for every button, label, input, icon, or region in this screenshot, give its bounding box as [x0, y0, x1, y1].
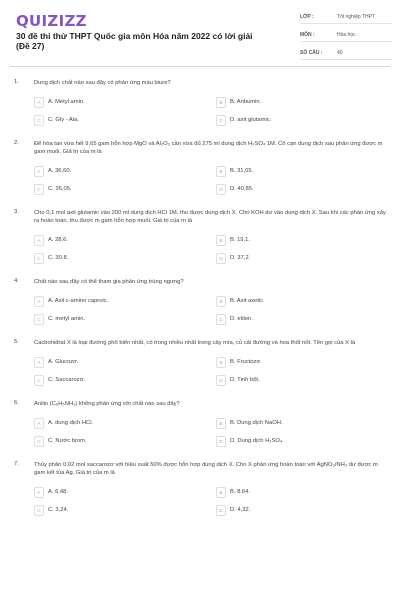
- question-text: Dung dịch chất nào sau đây có phản ứng màu biure?: [34, 80, 171, 86]
- option-text: B. Dung dịch NaOH.: [230, 420, 283, 426]
- options: [34, 356, 388, 386]
- option-letter-box: C: [34, 505, 44, 516]
- option-b[interactable]: [216, 295, 388, 307]
- question-5: [14, 339, 388, 386]
- option-c[interactable]: [34, 183, 216, 195]
- options: [34, 417, 388, 447]
- option-c[interactable]: [34, 374, 216, 386]
- option-a[interactable]: [34, 295, 216, 307]
- meta-label: MÔN :: [300, 32, 315, 38]
- option-d[interactable]: [216, 313, 388, 325]
- option-text: C. Gly - Ala.: [48, 117, 79, 123]
- option-text: C. metyl amin.: [48, 316, 86, 322]
- question-text: Để hòa tan vừa hết 9,65 gam hỗn hợp MgO và Al₂O₃ cần vừa đủ 275 ml dung dịch H₂SO₄ 1M. Cô cạn dung dịch sau phản ứng được m gam muối. Giá trị của m là: [34, 141, 383, 155]
- option-d[interactable]: [216, 504, 388, 516]
- option-text: B. Axit axetic.: [230, 298, 265, 304]
- option-letter-box: A: [34, 166, 44, 177]
- option-text: D. Dung dịch H₂SO₄.: [230, 438, 284, 444]
- question-1: [14, 79, 388, 126]
- option-letter-box: A: [34, 418, 44, 429]
- option-text: B. 19,1.: [230, 237, 250, 243]
- question-4: [14, 278, 388, 325]
- option-letter-box: B: [216, 487, 226, 498]
- option-c[interactable]: [34, 435, 216, 447]
- option-a[interactable]: [34, 417, 216, 429]
- option-text: A. 36,60.: [48, 168, 72, 174]
- options: [34, 295, 388, 325]
- option-b[interactable]: [216, 486, 388, 498]
- option-b[interactable]: [216, 234, 388, 246]
- option-letter-box: B: [216, 235, 226, 246]
- option-text: A. 28,6.: [48, 237, 68, 243]
- option-letter-box: B: [216, 357, 226, 368]
- option-d[interactable]: [216, 374, 388, 386]
- meta-row-class: [300, 13, 392, 24]
- option-letter-box: D: [216, 505, 226, 516]
- options: [34, 234, 388, 264]
- question-number: 4.: [14, 278, 19, 284]
- option-a[interactable]: [34, 486, 216, 498]
- meta-label: SỐ CÂU :: [300, 50, 323, 56]
- option-b[interactable]: [216, 417, 388, 429]
- question-number: 2.: [14, 140, 19, 146]
- meta-row-count: [300, 49, 392, 60]
- option-text: A. dung dịch HCl.: [48, 420, 94, 426]
- question-text: Thủy phân 0,02 mol saccarozơ với hiệu suất 50% được hỗn hợp dung dịch X. Cho X phản ứng hoàn toàn với AgNO₃/NH₃ dư được m gam kết tủa Ag. Giá trị của m là: [34, 462, 378, 476]
- meta-value: Hóa học: [337, 32, 356, 38]
- option-text: A. Axit ε-amino caproic.: [48, 298, 109, 304]
- page-title: 30 đề thi thử THPT Quốc gia môn Hóa năm 2022 có lời giải (Đề 27): [16, 31, 253, 51]
- option-d[interactable]: [216, 252, 388, 264]
- meta-info: [300, 13, 392, 67]
- option-letter-box: B: [216, 166, 226, 177]
- option-d[interactable]: [216, 435, 388, 447]
- option-letter-box: C: [34, 253, 44, 264]
- option-text: B. 31,65.: [230, 168, 254, 174]
- option-letter-box: A: [34, 487, 44, 498]
- option-text: A. Metyl amin.: [48, 99, 85, 105]
- option-text: B. 8,64.: [230, 489, 250, 495]
- option-b[interactable]: [216, 165, 388, 177]
- option-text: A. Glucozơ.: [48, 359, 79, 365]
- option-text: D. 4,32.: [230, 507, 251, 513]
- option-text: D. 37,2.: [230, 255, 251, 261]
- option-letter-box: C: [34, 184, 44, 195]
- option-letter-box: B: [216, 97, 226, 108]
- meta-value: Tốt nghiệp THPT: [337, 14, 375, 20]
- question-text: Chất nào sau đây có thể tham gia phản ứng trùng ngưng?: [34, 279, 184, 285]
- option-c[interactable]: [34, 504, 216, 516]
- option-letter-box: A: [34, 357, 44, 368]
- question-6: [14, 400, 388, 447]
- options: [34, 486, 388, 516]
- option-letter-box: D: [216, 115, 226, 126]
- option-a[interactable]: [34, 356, 216, 368]
- option-text: D. axit glutamic.: [230, 117, 272, 123]
- option-c[interactable]: [34, 252, 216, 264]
- option-letter-box: D: [216, 436, 226, 447]
- option-letter-box: A: [34, 97, 44, 108]
- option-text: C. Nước brom.: [48, 438, 87, 444]
- option-d[interactable]: [216, 183, 388, 195]
- option-text: D. 40,85.: [230, 186, 254, 192]
- option-a[interactable]: [34, 165, 216, 177]
- option-letter-box: D: [216, 314, 226, 325]
- option-letter-box: A: [34, 235, 44, 246]
- question-3: [14, 209, 388, 264]
- meta-row-subject: [300, 31, 392, 42]
- option-letter-box: B: [216, 418, 226, 429]
- option-b[interactable]: [216, 356, 388, 368]
- option-text: B. Fructozơ.: [230, 359, 262, 365]
- option-letter-box: C: [34, 115, 44, 126]
- option-a[interactable]: [34, 234, 216, 246]
- question-number: 6.: [14, 400, 19, 406]
- option-b[interactable]: [216, 96, 388, 108]
- option-c[interactable]: [34, 313, 216, 325]
- option-letter-box: C: [34, 436, 44, 447]
- option-letter-box: D: [216, 375, 226, 386]
- question-number: 7.: [14, 461, 19, 467]
- option-text: D. Tinh bột.: [230, 377, 260, 383]
- option-letter-box: C: [34, 375, 44, 386]
- option-text: B. Anbumin.: [230, 99, 262, 105]
- option-letter-box: C: [34, 314, 44, 325]
- quizizz-logo: QUIZIZZ: [16, 12, 87, 30]
- options: [34, 165, 388, 195]
- meta-value: 40: [337, 50, 343, 56]
- question-number: 5.: [14, 339, 19, 345]
- option-letter-box: D: [216, 253, 226, 264]
- question-list: [0, 70, 400, 516]
- question-number: 1.: [14, 79, 19, 85]
- question-text: Cho 0,1 mol axit glutamic vào 200 ml dung dịch HCl 1M, thu được dung dịch X. Cho KOH dư vào dung dịch X. Sau khi các phản ứng xảy ra hoàn toàn, thu được m gam hỗn hợp muối. Giá trị của m là: [34, 210, 386, 224]
- question-2: [14, 140, 388, 195]
- option-text: A. 6,48.: [48, 489, 68, 495]
- option-c[interactable]: [34, 114, 216, 126]
- question-number: 3.: [14, 209, 19, 215]
- option-text: C. Saccarozơ.: [48, 377, 85, 383]
- option-text: D. etilen.: [230, 316, 253, 322]
- meta-label: LỚP :: [300, 14, 314, 20]
- option-letter-box: B: [216, 296, 226, 307]
- option-a[interactable]: [34, 96, 216, 108]
- options: [34, 96, 388, 126]
- question-7: [14, 461, 388, 516]
- question-text: Cacbohiđrat X là loại đường phổ biến nhất, có trong nhiều nhất trong cây mía, củ cải đường và hoa thốt nốt. Tên gọi của X là: [34, 340, 356, 346]
- option-text: C. 3,24.: [48, 507, 69, 513]
- option-letter-box: D: [216, 184, 226, 195]
- option-text: C. 30,8.: [48, 255, 69, 261]
- question-text: Anilin (C₆H₅NH₂) không phản ứng với chất nào sau đây?: [34, 401, 180, 407]
- option-letter-box: A: [34, 296, 44, 307]
- header-divider: [10, 66, 390, 67]
- option-d[interactable]: [216, 114, 388, 126]
- option-text: C. 36,05.: [48, 186, 72, 192]
